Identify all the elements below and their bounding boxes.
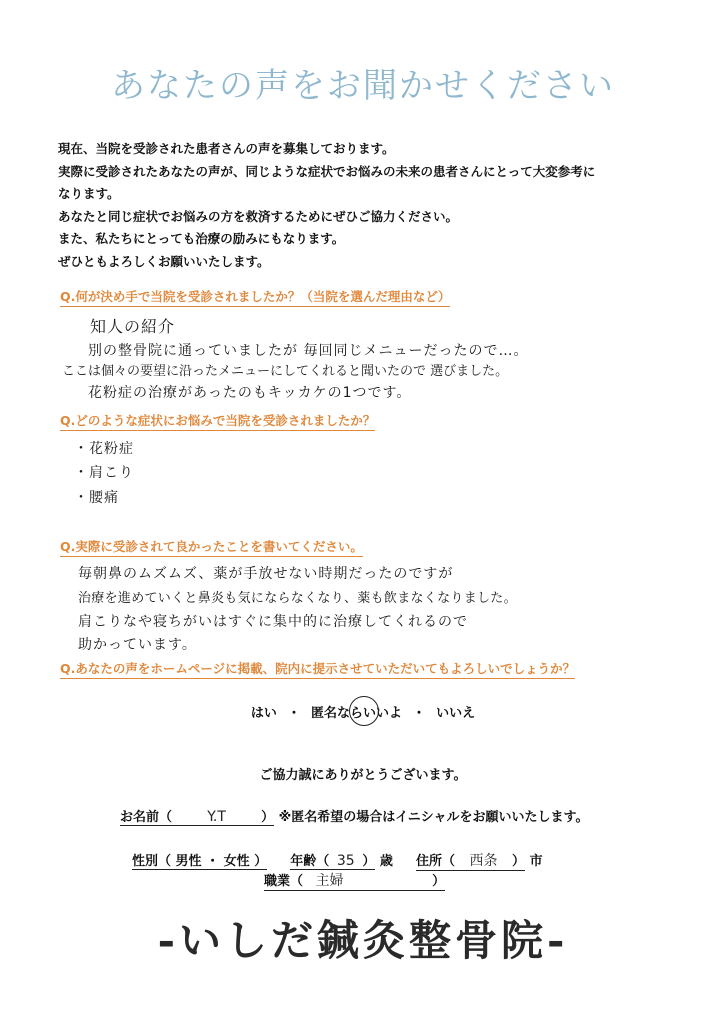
intro-line: なります。 [58,186,120,201]
name-close: ） [261,810,275,825]
answer-line: ・花粉症 [74,441,134,457]
name-value: Y.T [207,809,226,825]
answer-line: ・腰痛 [74,490,119,506]
intro-line: あなたと同じ症状でお悩みの方を救済するためにぜひご協力ください。 [58,208,459,224]
page-title: あなたの声をお聞かせください [111,66,615,106]
profile-row [132,850,543,871]
age-field[interactable] [290,850,375,870]
question-consent: Q.あなたの声をホームページに掲載、院内に提示させていただいてもよろしいでしょうか？ [60,659,575,679]
answer-line: 肩こりなや寝ちがいはすぐに集中的に治療してくれるので [78,614,468,630]
gender-close: ） [254,854,268,869]
question-reason: Q.何が決め手で当院を受診されましたか？（当院を選んだ理由など） [60,287,450,307]
job-value: 主婦 [315,873,344,889]
consent-no[interactable]: いいえ [436,706,476,721]
intro-line: ぜひともよろしくお願いいたします。 [58,253,270,269]
job-label: 職業（ [264,874,304,889]
age-value: 35 [336,853,355,869]
age-close: ） [362,854,376,869]
answer-line: 花粉症の治療があったのもキッカケの1つです。 [88,385,412,401]
answer-line: 治療を進めていくと鼻炎も気にならなくなり、薬も飲まなくなりました。 [78,591,517,606]
job-field[interactable] [264,870,445,891]
name-row [120,806,588,826]
name-field[interactable] [120,806,274,826]
consent-yes[interactable]: はい [250,706,277,721]
answer-line: 助かっています。 [78,637,197,653]
job-row [264,870,445,891]
clinic-name: -いしだ鍼灸整骨院- [157,916,569,965]
age-label: 年齢（ [290,854,330,869]
name-label: お名前（ [120,810,173,825]
intro-line: また、私たちにとっても治療の励みにもなります。 [58,231,345,246]
name-note: ※匿名希望の場合はイニシャルをお願いいたします。 [278,810,589,825]
answer-line: ・肩こり [74,465,134,481]
answer-line: 別の整骨院に通っていましたが 毎回同じメニューだったので…。 [88,343,529,359]
job-close: ） [432,874,446,889]
address-field[interactable] [416,850,525,871]
address-close: ） [512,854,526,869]
consent-separator: ・ [287,706,301,721]
age-unit: 歳 [379,854,393,869]
gender-separator: ・ [206,854,220,869]
gender-field [132,850,267,870]
consent-anonymous[interactable]: 匿名ならいいよ [310,706,402,721]
thanks-message: ご協力誠にありがとうございます。 [259,768,467,783]
address-label: 住所（ [415,854,455,869]
intro-line: 現在、当院を受診された患者さんの声を募集しております。 [58,141,395,156]
answer-line: ここは個々の要望に沿ったメニューにしてくれると聞いたので 選びました。 [62,364,509,379]
intro-line: 実際に受診されたあなたの声が、同じような症状でお悩みの未来の患者さんにとって大変参考に [58,163,596,179]
intro-text [58,138,688,273]
address-unit: 市 [529,854,543,869]
question-symptoms: Q.どのような症状にお悩みで当院を受診されましたか？ [60,411,375,431]
gender-label: 性別（ [132,854,172,869]
gender-female[interactable]: 女性 [223,854,250,869]
consent-separator: ・ [412,706,426,721]
answer-line: 毎朝鼻のムズムズ、薬が手放せない時期だったのですが [78,566,454,582]
gender-male[interactable]: 男性 [175,854,202,869]
answer-line: 知人の紹介 [90,317,176,336]
address-value: 西条 [469,853,498,869]
selection-circle [349,696,379,726]
question-benefits: Q.実際に受診されて良かったことを書いてください。 [60,537,363,557]
